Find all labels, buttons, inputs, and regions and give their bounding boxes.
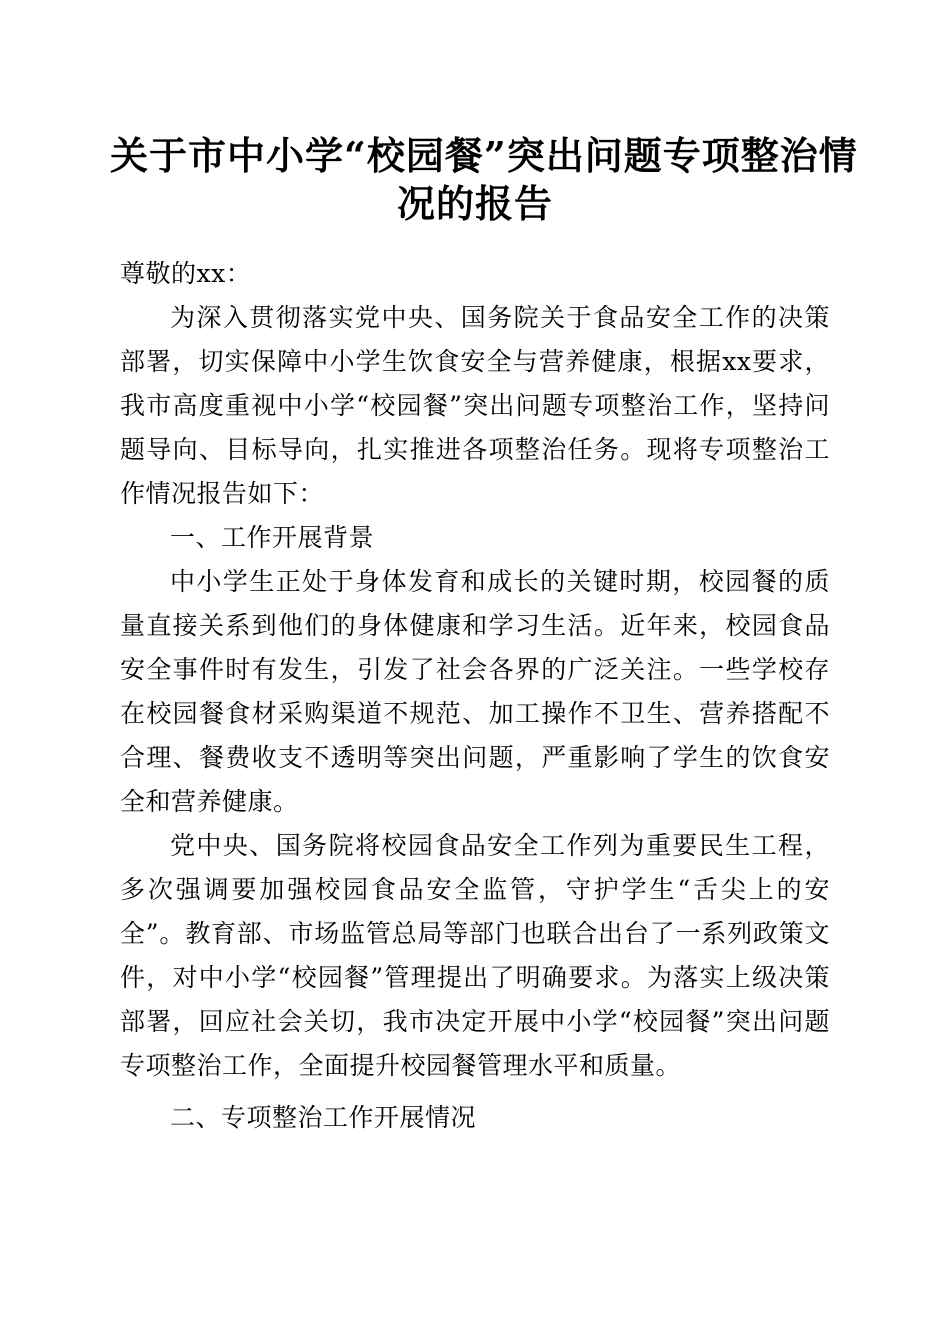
document-body bbox=[120, 252, 830, 1140]
title-line-2: 况的报告 bbox=[396, 181, 553, 226]
salutation: 尊敬的xx： bbox=[120, 259, 252, 288]
document-title bbox=[110, 132, 858, 228]
section-heading-2: 二、专项整治工作开展情况 bbox=[170, 1103, 477, 1132]
background-paragraph-1: 中小学生正处于身体发育和成长的关键时期，校园餐的质量直接关系到他们的身体健康和学习生活。近年来，校园食品安全事件时有发生，引发了社会各界的广泛关注。一些学校存在校园餐食材采购渠道不规范、加工操作不卫生、营养搭配不合理、餐费收支不透明等突出问题，严重影响了学生的饮食安全和营养健康。 bbox=[120, 567, 830, 816]
section-heading-1: 一、工作开展背景 bbox=[170, 523, 375, 552]
title-line-1: 关于市中小学“校园餐”突出问题专项整治情 bbox=[110, 133, 858, 178]
intro-paragraph: 为深入贯彻落实党中央、国务院关于食品安全工作的决策部署，切实保障中小学生饮食安全与营养健康，根据xx要求，我市高度重视中小学“校园餐”突出问题专项整治工作，坚持问题导向、目标导向，扎实推进各项整治任务。现将专项整治工作情况报告如下： bbox=[120, 303, 830, 508]
background-paragraph-2: 党中央、国务院将校园食品安全工作列为重要民生工程，多次强调要加强校园食品安全监管，守护学生“舌尖上的安全”。教育部、市场监管总局等部门也联合出台了一系列政策文件，对中小学“校园餐”管理提出了明确要求。为落实上级决策部署，回应社会关切，我市决定开展中小学“校园餐”突出问题专项整治工作，全面提升校园餐管理水平和质量。 bbox=[120, 831, 830, 1080]
